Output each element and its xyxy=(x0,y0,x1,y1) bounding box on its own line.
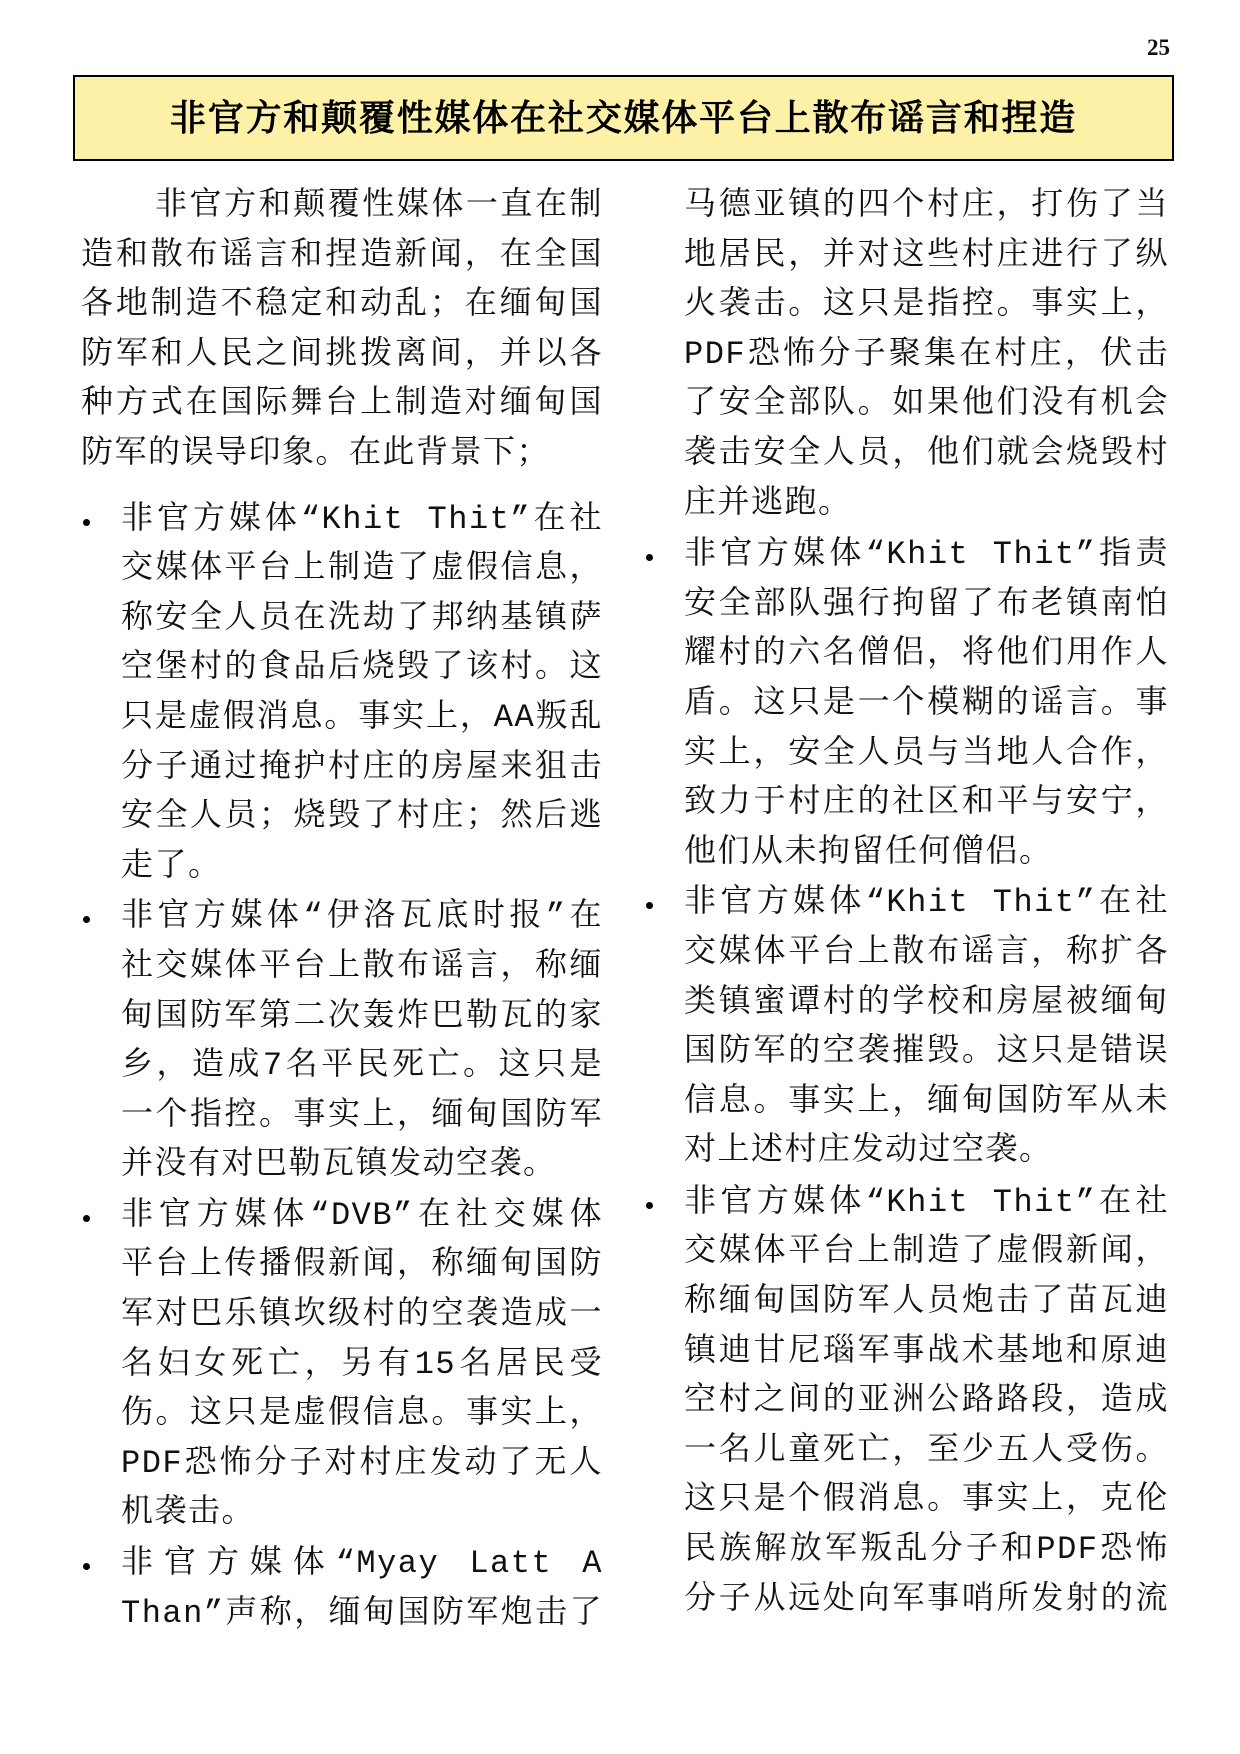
text-line: 甸国防军第二次轰炸巴勒瓦的家 xyxy=(121,997,603,1035)
text-line: 走了。 xyxy=(121,847,222,885)
text-line: 安全人员；烧毁了村庄；然后逃 xyxy=(121,798,603,836)
bullet-icon xyxy=(83,519,90,526)
text-line: 一名儿童死亡，至少五人受伤。 xyxy=(684,1431,1169,1469)
text-line: 耀村的六名僧侣，将他们用作人 xyxy=(684,635,1169,673)
text-line: 一个指控。事实上，缅甸国防军 xyxy=(121,1096,603,1134)
text-line: 只是虚假消息。事实上，AA叛乱 xyxy=(121,698,603,736)
bullet-item xyxy=(684,530,1169,877)
right-column xyxy=(684,181,1169,1624)
text-line: 非官方媒体“伊洛瓦底时报”在 xyxy=(121,898,603,936)
text-line: 交媒体平台上散布谣言，称扩各 xyxy=(684,933,1169,971)
bullet-item xyxy=(121,1191,603,1538)
bullet-icon xyxy=(646,554,653,561)
text-line: 庄并逃跑。 xyxy=(684,484,852,522)
text-line: 非官方媒体“Khit Thit”在社 xyxy=(121,500,603,538)
text-line: 种方式在国际舞台上制造对缅甸国 xyxy=(81,385,603,423)
text-line: 交媒体平台上制造了虚假信息， xyxy=(121,550,603,588)
bullet-icon xyxy=(83,1563,90,1570)
text-line: 非官方和颠覆性媒体一直在制 xyxy=(155,187,603,224)
bullet-item xyxy=(684,878,1169,1176)
bullet-icon xyxy=(83,916,90,923)
text-line: 类镇蜜谭村的学校和房屋被缅甸 xyxy=(684,983,1169,1021)
text-line: 非官方媒体“Khit Thit”指责 xyxy=(684,536,1169,574)
page-title: 非官方和颠覆性媒体在社交媒体平台上散布谣言和捏造 xyxy=(169,97,1078,138)
text-line: 了安全部队。如果他们没有机会 xyxy=(684,385,1169,423)
text-line: 马德亚镇的四个村庄，打伤了当 xyxy=(684,187,1169,224)
text-line: 空村之间的亚洲公路路段，造成 xyxy=(684,1382,1169,1420)
text-line: Than”声称，缅甸国防军炮击了 xyxy=(121,1594,603,1632)
text-line: 分子通过掩护村庄的房屋来狙击 xyxy=(121,748,603,786)
text-line: 分子从远处向军事哨所发射的流 xyxy=(684,1580,1169,1618)
text-line: 各地制造不稳定和动乱；在缅甸国 xyxy=(81,286,603,324)
text-line: 社交媒体平台上散布谣言，称缅 xyxy=(121,947,603,985)
text-line: 安全部队强行拘留了布老镇南怕 xyxy=(684,585,1169,623)
text-line: 致力于村庄的社区和平与安宁， xyxy=(684,784,1169,822)
page-number: 25 xyxy=(1147,35,1170,60)
text-line: 非官方媒体“Khit Thit”在社 xyxy=(684,884,1169,922)
text-line: 信息。事实上，缅甸国防军从未 xyxy=(684,1082,1169,1120)
text-line: 防军和人民之间挑拨离间，并以各 xyxy=(81,335,603,373)
text-line: 袭击安全人员，他们就会烧毁村 xyxy=(684,434,1169,472)
text-line: 机袭击。 xyxy=(121,1494,256,1532)
intro-paragraph xyxy=(81,181,603,479)
text-line: 防军的误导印象。在此背景下； xyxy=(81,434,551,472)
bullet-item xyxy=(121,1539,603,1638)
bullet-item xyxy=(121,892,603,1190)
text-line: 造和散布谣言和捏造新闻，在全国 xyxy=(81,236,603,274)
text-line: 非官方媒体“DVB”在社交媒体 xyxy=(121,1196,603,1234)
text-line: 他们从未拘留任何僧侣。 xyxy=(684,833,1053,871)
text-line: 乡，造成7名平民死亡。这只是 xyxy=(121,1047,603,1085)
text-line: 对上述村庄发动过空袭。 xyxy=(684,1132,1053,1170)
bullet-icon xyxy=(83,1215,90,1222)
text-line: 盾。这只是一个模糊的谣言。事 xyxy=(684,684,1169,722)
text-line: 民族解放军叛乱分子和PDF恐怖 xyxy=(684,1531,1169,1569)
text-line: 非官方媒体“Myay Latt A xyxy=(121,1545,603,1583)
text-line: 火袭击。这只是指控。事实上， xyxy=(684,286,1169,324)
text-line: 称安全人员在洗劫了邦纳基镇萨 xyxy=(121,599,603,637)
bullet-item xyxy=(121,495,603,892)
title-banner xyxy=(73,75,1174,161)
text-line: 伤。这只是虚假信息。事实上， xyxy=(121,1395,603,1433)
bullet-item xyxy=(684,1178,1169,1624)
bullet-icon xyxy=(646,902,653,909)
text-line: 军对巴乐镇坎级村的空袭造成一 xyxy=(121,1296,603,1334)
text-line: 平台上传播假新闻，称缅甸国防 xyxy=(121,1246,603,1284)
text-line: 空堡村的食品后烧毁了该村。这 xyxy=(121,649,603,687)
text-line: 实上，安全人员与当地人合作， xyxy=(684,734,1169,772)
text-line: 名妇女死亡，另有15名居民受 xyxy=(121,1345,603,1383)
text-line: 并没有对巴勒瓦镇发动空袭。 xyxy=(121,1146,557,1184)
continued-bullet-text xyxy=(684,181,1169,528)
text-line: 非官方媒体“Khit Thit”在社 xyxy=(684,1183,1169,1221)
text-line: 镇迪甘尼瑙军事战术基地和原迪 xyxy=(684,1332,1169,1370)
text-line: PDF恐怖分子对村庄发动了无人 xyxy=(121,1444,603,1482)
text-line: 这只是个假消息。事实上，克伦 xyxy=(684,1481,1169,1519)
text-line: PDF恐怖分子聚集在村庄，伏击 xyxy=(684,335,1169,373)
text-line: 称缅甸国防军人员炮击了苗瓦迪 xyxy=(684,1283,1169,1321)
text-line: 地居民，并对这些村庄进行了纵 xyxy=(684,236,1169,274)
left-column xyxy=(81,181,603,1638)
text-line: 国防军的空袭摧毁。这只是错误 xyxy=(684,1033,1169,1071)
text-line: 交媒体平台上制造了虚假新闻， xyxy=(684,1233,1169,1271)
bullet-icon xyxy=(646,1202,653,1209)
